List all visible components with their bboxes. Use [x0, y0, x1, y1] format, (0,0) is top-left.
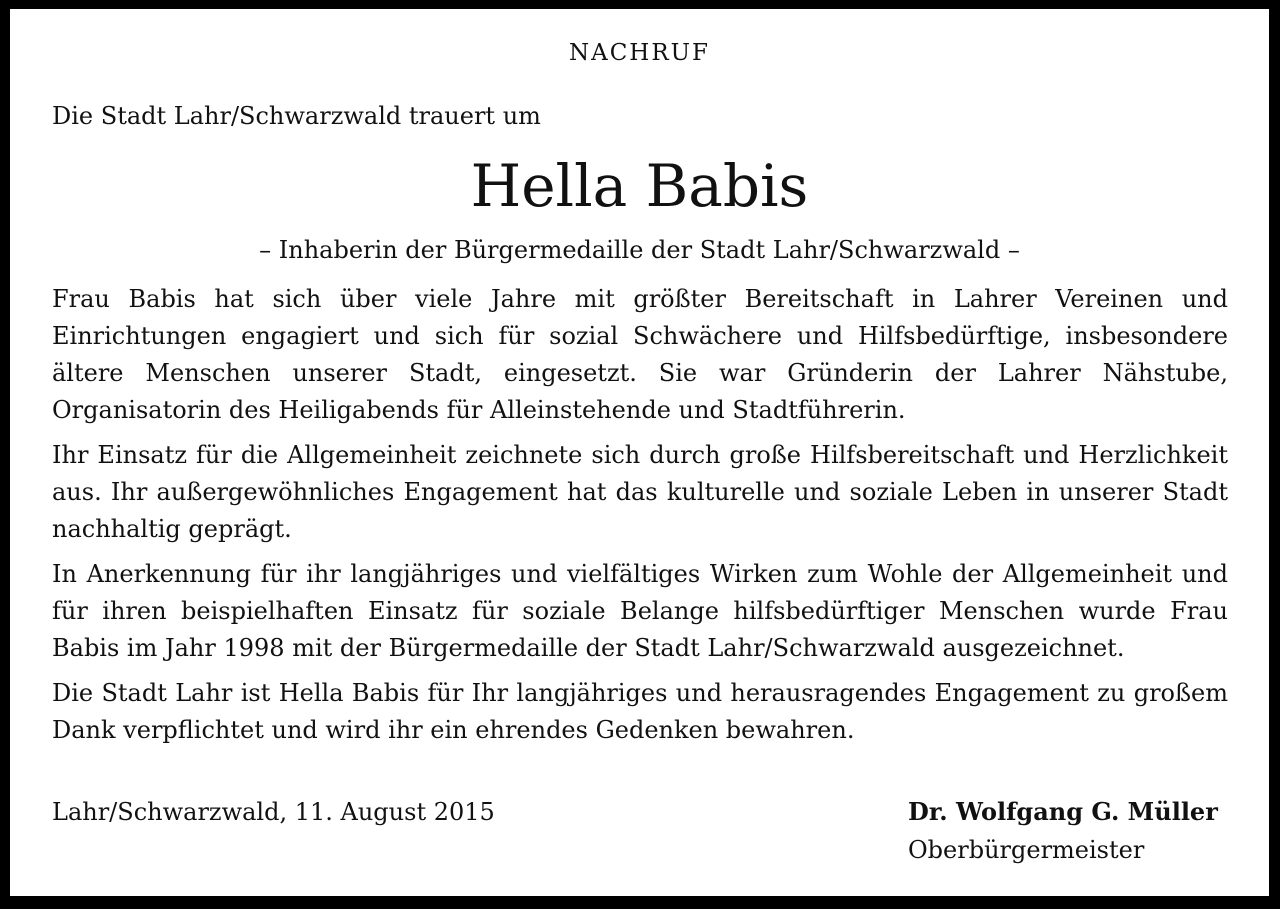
body-paragraph: Frau Babis hat sich über viele Jahre mit größter Bereitschaft in Lahrer Vereinen und Einrichtungen engagiert und sich für sozial Schwächere und Hilfsbedürftige, insbesondere ältere Menschen unserer Stadt, eingesetzt. Sie war Gründerin der Lahrer Nähstube, Organisatorin des Heiligabends für Alleinstehende und Stadtführerin.: [52, 285, 1228, 424]
body-paragraph: In Anerkennung für ihr langjähriges und vielfältiges Wirken zum Wohle der Allgemeinheit und für ihren beispielhaften Einsatz für soziale Belange hilfsbedürftiger Menschen wurde Frau Babis im Jahr 1998 mit der Bürgermedaille der Stadt Lahr/Schwarzwald ausgezeichnet.: [52, 560, 1228, 662]
place-and-date: Lahr/Schwarzwald, 11. August 2015: [52, 798, 495, 826]
body-paragraph: Ihr Einsatz für die Allgemeinheit zeichnete sich durch große Hilfsbereitschaft und Herzlichkeit aus. Ihr außergewöhnliches Engagement hat das kulturelle und soziale Leben in unserer Stadt nachhaltig geprägt.: [52, 441, 1228, 543]
notice-heading: NACHRUF: [568, 40, 711, 66]
intro-line: Die Stadt Lahr/Schwarzwald trauert um: [52, 102, 541, 130]
body-paragraph: Die Stadt Lahr ist Hella Babis für Ihr langjähriges und herausragendes Engagement zu großem Dank verpflichtet und wird ihr ein ehrendes Gedenken bewahren.: [52, 679, 1228, 744]
honor-line: – Inhaberin der Bürgermedaille der Stadt Lahr/Schwarzwald –: [259, 236, 1020, 264]
signer-name: Dr. Wolfgang G. Müller: [908, 797, 1218, 826]
signature-block: [908, 797, 1218, 864]
notice-body: [52, 281, 1228, 757]
signer-title: Oberbürgermeister: [908, 836, 1145, 864]
obituary-notice: [10, 9, 1269, 896]
deceased-name: Hella Babis: [470, 152, 809, 220]
